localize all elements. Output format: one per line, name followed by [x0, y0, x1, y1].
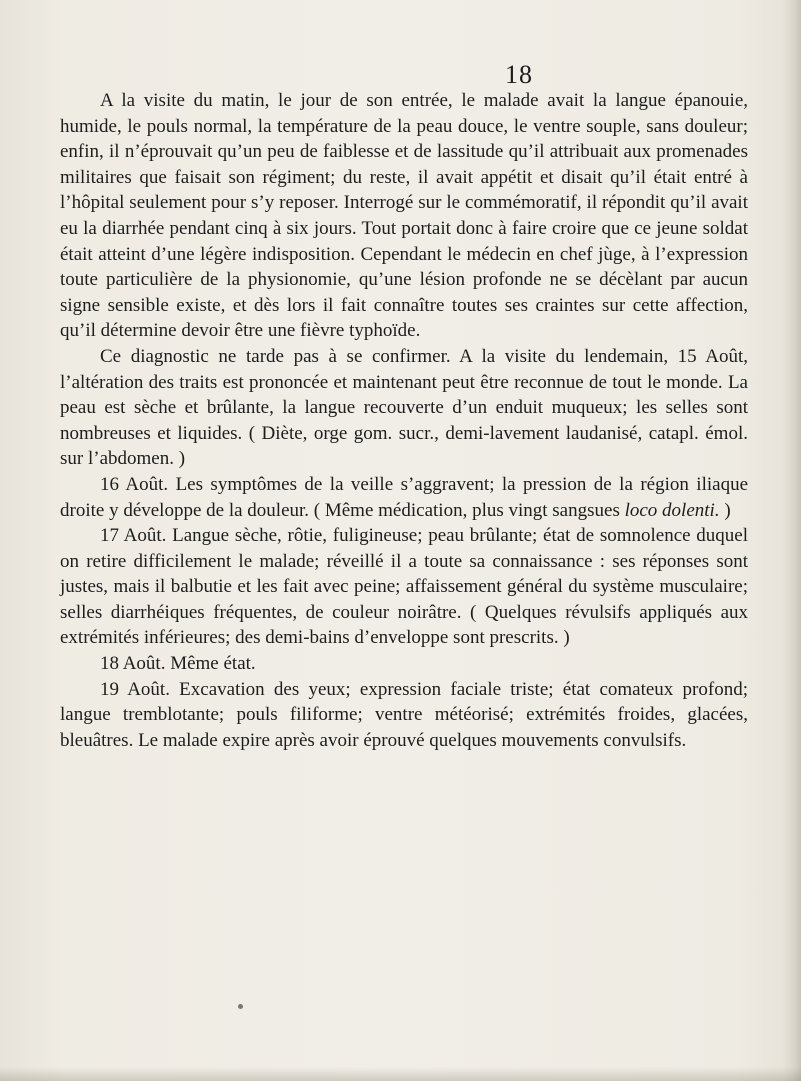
- body-text: [60, 88, 748, 753]
- paragraph-diagnosis-confirmed: Ce diagnostic ne tarde pas à se confirmer. A la visite du lendemain, 15 Août, l’altération des traits est prononcée et maintenant peut être reconnue de tout le monde. La peau est sèche et brûlante, la langue recouverte d’un enduit muqueux; les selles sont nombreuses et liquides. ( Diète, orge gom. sucr., demi-lavement laudanisé, catapl. émol. sur l’abdomen. ): [60, 345, 748, 470]
- ink-speck: [238, 1004, 243, 1009]
- aug-16-emphasis: loco dolenti.: [624, 499, 720, 521]
- paragraph-aug-17: 17 Août. Langue sèche, rôtie, fuligineuse; peau brûlante; état de somnolence duquel on retire difficilement le malade; réveillé il a toute sa connaissance : ses réponses sont justes, mais il balbutie et les fait avec peine; affaissement général du système musculaire; selles diarrhéiques fréquentes, de couleur noirâtre. ( Quelques révulsifs appliqués aux extrémités inférieures; des demi-bains d’enveloppe sont prescrits. ): [60, 525, 748, 649]
- paragraph-visit-morning: A la visite du matin, le jour de son entrée, le malade avait la langue épanouie, humide, le pouls normal, la température de la peau douce, le ventre souple, sans douleur; enfin, il n’éprouvait qu’un peu de faiblesse et de lassitude qu’il attribuait aux promenades militaires que faisait son régiment; du reste, il avait appétit et disait qu’il était entré à l’hôpital seulement pour s’y reposer. Interrogé sur le commémoratif, il répondit qu’il avait eu la diarrhée pendant cinq à six jours. Tout portait donc à faire croire que ce jeune soldat était atteint d’une légère indisposition. Cependant le médecin en chef jùge, à l’expression toute particulière de la physionomie, qu’une lésion profonde ne se décèlant par aucun signe sensible existe, et dès lors il fait connaître toutes ses craintes sur cette affection, qu’il détermine devoir être une fièvre typhoïde.: [60, 90, 748, 342]
- aug-16-text: 16 Août. Les symptômes de la veille s’aggravent; la pression de la région iliaque droite y développe de la douleur. ( Même médication, plus vingt sangsues: [60, 473, 748, 521]
- page-bottom-edge-shadow: [0, 1067, 801, 1081]
- page-right-edge-shadow: [783, 0, 801, 1081]
- page-number: 18: [505, 60, 533, 89]
- paragraph-aug-18: 18 Août. Même état.: [100, 653, 256, 675]
- paragraph-aug-16: [60, 472, 748, 523]
- aug-16-closing: ): [719, 499, 731, 521]
- paragraph-aug-19: 19 Août. Excavation des yeux; expression faciale triste; état comateux profond; langue tremblotante; pouls filiforme; ventre météorisé; extrémités froides, glacées, bleuâtres. Le malade expire après avoir éprouvé quelques mouvements convulsifs.: [60, 678, 748, 751]
